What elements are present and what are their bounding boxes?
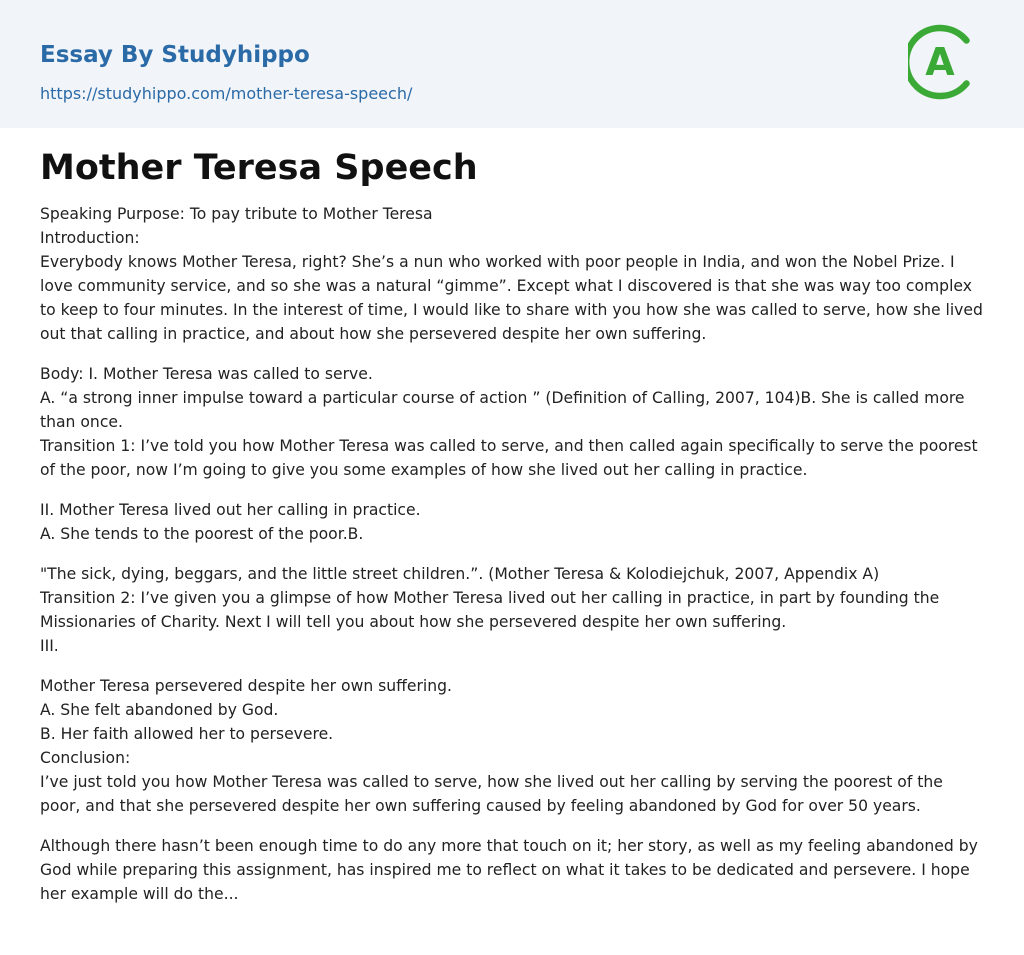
essay-line: A. She tends to the poorest of the poor.B.: [40, 525, 364, 543]
essay-line: Body: I. Mother Teresa was called to serve.: [40, 365, 373, 383]
essay-line: Introduction:: [40, 229, 140, 247]
essay-paragraph: [40, 674, 984, 818]
essay-line: III.: [40, 637, 59, 655]
essay-line: Mother Teresa persevered despite her own suffering.: [40, 677, 452, 695]
essay-url-link[interactable]: https://studyhippo.com/mother-teresa-speech/: [40, 84, 413, 103]
essay-paragraph: [40, 562, 984, 658]
essay-body: [40, 202, 984, 906]
essay-paragraph: [40, 834, 984, 906]
brand-title[interactable]: Essay By Studyhippo: [40, 42, 310, 68]
essay-line: Everybody knows Mother Teresa, right? She’s a nun who worked with poor people in India, and won the Nobel Prize. I love community service, and so she was a natural “gimme”. Except what I discovered is that she was way too complex to keep to four minutes. In the interest of time, I would like to share with you how she was called to serve, how she lived out that calling in practice, and about how she persevered despite her own suffering.: [40, 253, 983, 343]
page-title: Mother Teresa Speech: [40, 148, 478, 188]
essay-line: B. Her faith allowed her to persevere.: [40, 725, 334, 743]
essay-line: A. “a strong inner impulse toward a particular course of action ” (Definition of Calling, 2007, 104)B. She is called more than once.: [40, 389, 965, 431]
logo-letter: A: [925, 40, 955, 84]
essay-content: [0, 128, 1024, 906]
essay-line: Conclusion:: [40, 749, 131, 767]
essay-line: Transition 1: I’ve told you how Mother Teresa was called to serve, and then called again specifically to serve the poorest of the poor, now I’m going to give you some examples of how she lived out her calling in practice.: [40, 437, 978, 479]
essay-line: A. She felt abandoned by God.: [40, 701, 279, 719]
essay-line: II. Mother Teresa lived out her calling in practice.: [40, 501, 421, 519]
essay-line: Transition 2: I’ve given you a glimpse of how Mother Teresa lived out her calling in practice, in part by founding the Missionaries of Charity. Next I will tell you about how she persevered despite her own suffering.: [40, 589, 940, 631]
essay-line: "The sick, dying, beggars, and the little street children.”. (Mother Teresa & Kolodiejchuk, 2007, Appendix A): [40, 565, 880, 583]
site-header: [0, 0, 1024, 128]
essay-paragraph: [40, 202, 984, 346]
essay-paragraph: [40, 498, 984, 546]
essay-line: Speaking Purpose: To pay tribute to Mother Teresa: [40, 205, 433, 223]
studyhippo-logo-icon[interactable]: [908, 18, 988, 106]
essay-paragraph: [40, 362, 984, 482]
essay-line: Although there hasn’t been enough time to do any more that touch on it; her story, as well as my feeling abandoned by God while preparing this assignment, has inspired me to reflect on what it takes to be dedicated and persevere. I hope her example will do the...: [40, 837, 978, 903]
essay-line: I’ve just told you how Mother Teresa was called to serve, how she lived out her calling by serving the poorest of the poor, and that she persevered despite her own suffering caused by feeling abandoned by God for over 50 years.: [40, 773, 943, 815]
